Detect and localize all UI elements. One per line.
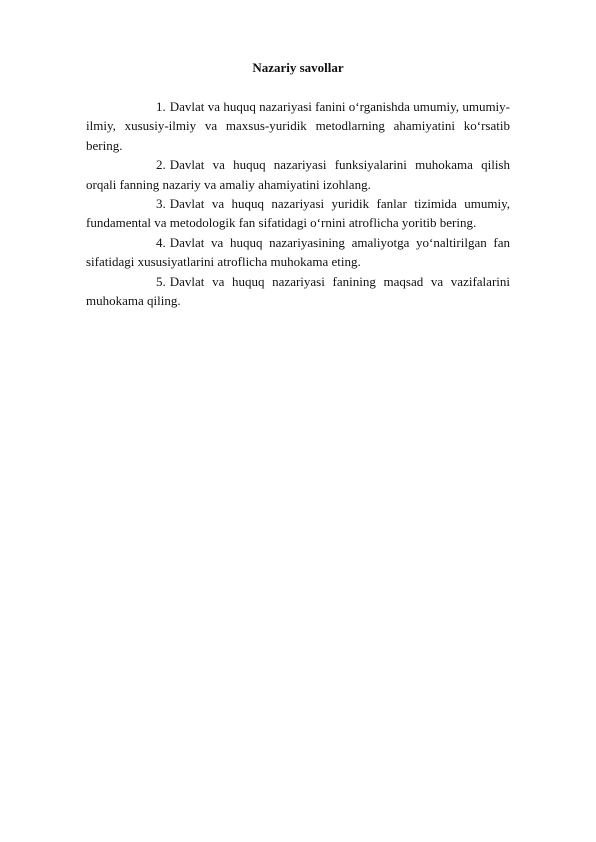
question-number: 3. xyxy=(156,196,166,212)
list-item xyxy=(86,155,510,194)
page-title: Nazariy savollar xyxy=(252,60,344,75)
question-number: 1. xyxy=(156,99,166,114)
list-item xyxy=(86,233,510,272)
question-text: Davlat va huquq nazariyasining amaliyotga yo‘naltirilgan fan sifatidagi xususiyatlarini atroflicha muhokama eting. xyxy=(86,234,510,270)
question-text: Davlat va huquq nazariyasi yuridik fanlar tizimida umumiy, fundamental va metodologik fan sifatidagi o‘rnini atroflicha yoritib bering. xyxy=(86,196,510,231)
list-item xyxy=(86,97,510,155)
question-number: 2. xyxy=(156,157,166,173)
question-number: 5. xyxy=(156,273,166,289)
question-text: Davlat va huquq nazariyasi fanini o‘rganishda umumiy, umumiy-ilmiy, xususiy-ilmiy va maxsus-yuridik metodlarning ahamiyatini ko‘rsatib bering. xyxy=(86,99,510,153)
question-text: Davlat va huquq nazariyasi funksiyalarini muhokama qilish orqali fanning nazariy va amaliy ahamiyatini izohlang. xyxy=(86,157,510,192)
list-item xyxy=(86,272,510,311)
question-number: 4. xyxy=(156,234,166,250)
list-item xyxy=(86,194,510,233)
question-list xyxy=(86,97,510,310)
question-text: Davlat va huquq nazariyasi fanining maqsad va vazifalarini muhokama qiling. xyxy=(86,273,510,309)
